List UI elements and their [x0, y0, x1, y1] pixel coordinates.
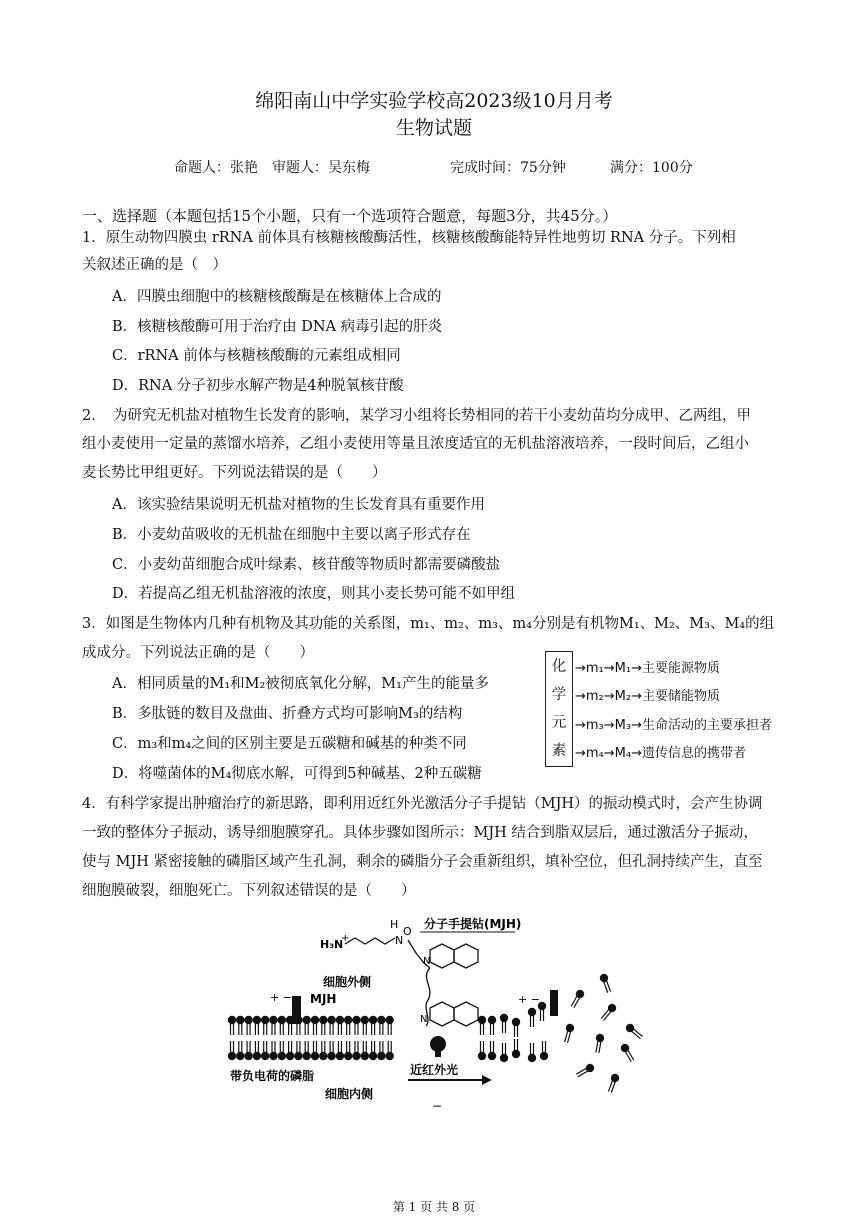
phospholipid — [286, 1016, 294, 1035]
fig-mjh-bar-2 — [550, 990, 558, 1016]
phospholipid — [540, 1041, 548, 1060]
box-char-1: 化 — [551, 659, 567, 675]
phospholipid — [528, 1043, 536, 1062]
box-char-4: 素 — [551, 743, 567, 759]
q4-stem-line2: 一致的整体分子振动，诱导细胞膜穿孔。具体步骤如图所示：MJH 结合到脂双层后，通过激活分子振动， — [82, 825, 758, 841]
phospholipid — [228, 1041, 236, 1060]
q2-stem-line2: 组小麦使用一定量的蒸馏水培养，乙组小麦使用等量且浓度适宜的无机盐溶液培养，一段时间后，乙组小 — [82, 436, 749, 452]
fig-h-label: H — [390, 918, 399, 931]
fig-bulb — [430, 1036, 446, 1052]
phospholipid — [236, 1041, 244, 1060]
phospholipid — [244, 1016, 252, 1035]
phospholipid — [606, 1073, 620, 1094]
q3-stem-line2: 成成分。下列说法正确的是（ ） — [82, 645, 314, 661]
box-char-3: 元 — [551, 715, 567, 731]
phospholipid — [303, 1041, 311, 1060]
q3-stem-line1: 3．如图是生物体内几种有机物及其功能的关系图，m₁、m₂、m₃、m₄分别是有机物M₁、M₂、M₃、M₄的组 — [82, 616, 775, 632]
phospholipid — [386, 1041, 394, 1060]
phospholipid — [303, 1016, 311, 1035]
phospholipid — [261, 1041, 269, 1060]
fig-n-label: N — [395, 934, 404, 947]
phospholipid — [336, 1041, 344, 1060]
phospholipid — [311, 1041, 319, 1060]
fig-pm-label: + − — [270, 991, 292, 1004]
phospholipid — [488, 1041, 496, 1060]
phospholipid — [311, 1016, 319, 1035]
q3-elements-box — [545, 651, 573, 767]
q1-stem-line2: 关叙述正确的是（ ） — [82, 257, 227, 273]
phospholipid — [599, 1002, 618, 1022]
q2-option-a: A．该实验结果说明无机盐对植物的生长发育具有重要作用 — [112, 497, 485, 513]
phospholipid — [361, 1016, 369, 1035]
q4-membrane-figure — [220, 908, 650, 1118]
q1-stem-line1: 1．原生动物四膜虫 rRNA 前体具有核糖核酸酶活性，核糖核酸酶能特异性地剪切 RNA 分子。下列相 — [82, 230, 736, 246]
q3-option-c: C．m₃和m₄之间的区别主要是五碳糖和碱基的种类不同 — [112, 736, 467, 752]
phospholipid — [512, 1039, 520, 1058]
phospholipid — [593, 1033, 605, 1053]
fig-plus-label: + — [341, 933, 350, 944]
fig-pm2-label: + − — [518, 993, 540, 1006]
phospholipid — [278, 1016, 286, 1035]
q3-chain-1: →m₁→M₁→主要能源物质 — [575, 661, 720, 676]
q1-option-d: D．RNA 分子初步水解产物是4种脱氧核苷酸 — [112, 378, 404, 394]
phospholipid — [319, 1041, 327, 1060]
phospholipid — [269, 1016, 277, 1035]
q1-option-c: C．rRNA 前体与核糖核酸酶的元素组成相同 — [112, 348, 401, 364]
phospholipid — [294, 1016, 302, 1035]
phospholipid — [500, 1014, 508, 1033]
exam-subject: 生物试题 — [395, 117, 472, 139]
box-char-2: 学 — [551, 687, 567, 703]
phospholipid — [294, 1041, 302, 1060]
phospholipid — [278, 1041, 286, 1060]
q3-option-a: A．相同质量的M₁和M₂被彻底氧化分解，M₁产生的能量多 — [112, 676, 489, 692]
phospholipid — [478, 1041, 486, 1060]
fig-alkyl-chain — [345, 938, 395, 944]
q3-chain-4: →m₄→M₄→遗传信息的携带者 — [575, 746, 746, 761]
phospholipid — [344, 1041, 352, 1060]
phospholipid — [478, 1016, 486, 1035]
phospholipid — [352, 1041, 360, 1060]
fig-minus-label: − — [432, 1099, 443, 1113]
exam-score: 满分：100分 — [610, 160, 693, 176]
phospholipid — [386, 1016, 394, 1035]
phospholipid — [344, 1016, 352, 1035]
q2-option-d: D．若提高乙组无机盐溶液的浓度，则其小麦长势可能不如甲组 — [112, 586, 516, 602]
phospholipid — [528, 1008, 536, 1027]
phospholipid — [253, 1016, 261, 1035]
q2-stem-line3: 麦长势比甲组更好。下列说法错误的是（ ） — [82, 465, 387, 481]
q2-option-b: B．小麦幼苗吸收的无机盐在细胞中主要以离子形式存在 — [112, 527, 471, 543]
phospholipid — [361, 1041, 369, 1060]
fig-n2-label: N — [423, 956, 431, 967]
phospholipid — [569, 988, 586, 1009]
phospholipid — [369, 1016, 377, 1035]
phospholipid — [286, 1041, 294, 1060]
phospholipid — [261, 1016, 269, 1035]
phospholipid — [244, 1041, 252, 1060]
fig-left-bilayer — [228, 1016, 394, 1060]
q4-stem-line3: 使与 MJH 紧密接触的磷脂区域产生孔洞，剩余的磷脂分子会重新组织，填补空位，但孔洞持续产生，直至 — [82, 854, 763, 870]
fig-n3-label: N — [420, 1014, 428, 1025]
fig-mjh-label: MJH — [310, 992, 337, 1006]
q4-stem-line1: 4．有科学家提出肿瘤治疗的新思路，即利用近红外光激活分子手提钻（MJH）的振动模式时，会产生协调 — [82, 796, 763, 812]
q3-chain-3: →m₃→M₃→生命活动的主要承担者 — [575, 718, 772, 733]
fig-phospho-label: 带负电荷的磷脂 — [230, 1069, 315, 1083]
phospholipid — [512, 1018, 520, 1037]
fig-outside-label: 细胞外侧 — [323, 975, 372, 989]
phospholipid — [369, 1041, 377, 1060]
section-heading: 一、选择题（本题包括15个小题，只有一个选项符合题意，每题3分，共45分。） — [82, 207, 618, 225]
phospholipid — [377, 1041, 385, 1060]
phospholipid — [228, 1016, 236, 1035]
phospholipid — [377, 1016, 385, 1035]
phospholipid — [599, 973, 613, 994]
phospholipid — [488, 1016, 496, 1035]
phospholipid — [500, 1043, 508, 1062]
phospholipid — [327, 1041, 335, 1060]
fig-o-label: O — [403, 925, 412, 938]
phospholipid — [336, 1016, 344, 1035]
q4-stem-line4: 细胞膜破裂，细胞死亡。下列叙述错误的是（ ） — [82, 883, 416, 899]
fig-h3n-label: H₃N — [320, 938, 344, 951]
phospholipid — [319, 1016, 327, 1035]
q1-option-b: B．核糖核酸酶可用于治疗由 DNA 病毒引起的肝炎 — [112, 319, 443, 335]
fig-right-bilayer — [478, 973, 644, 1094]
exam-time: 完成时间：75分钟 — [450, 160, 566, 176]
phospholipid — [253, 1041, 261, 1060]
phospholipid — [327, 1016, 335, 1035]
fig-inside-label: 细胞内侧 — [325, 1087, 374, 1101]
phospholipid — [619, 1042, 636, 1063]
phospholipid — [575, 1062, 596, 1079]
q3-option-b: B．多肽链的数目及盘曲、折叠方式均可影响M₃的结构 — [112, 706, 463, 722]
exam-title: 绵阳南山中学实验学校高2023级10月月考 — [255, 90, 613, 112]
phospholipid — [269, 1041, 277, 1060]
phospholipid — [352, 1016, 360, 1035]
phospholipid — [624, 1022, 644, 1041]
page-footer: 第 1 页 共 8 页 — [392, 1200, 476, 1214]
q1-option-a: A．四膜虫细胞中的核糖核酸酶是在核糖体上合成的 — [112, 289, 442, 305]
exam-authors: 命题人：张艳 审题人：吴东梅 — [174, 160, 370, 176]
q2-option-c: C．小麦幼苗细胞合成叶绿素、核苷酸等物质时都需要磷酸盐 — [112, 557, 501, 573]
q2-stem-line1: 2． 为研究无机盐对植物生长发育的影响，某学习小组将长势相同的若干小麦幼苗均分成甲、乙两组，甲 — [82, 408, 751, 424]
q3-chain-2: →m₂→M₂→主要储能物质 — [575, 689, 720, 704]
q3-option-d: D．将噬菌体的M₄彻底水解，可得到5种碱基、2种五碳糖 — [112, 766, 482, 782]
fig-light-label: 近红外光 — [410, 1063, 459, 1077]
phospholipid — [236, 1016, 244, 1035]
fig-mjh-full-label: 分子手提钻(MJH) — [424, 917, 522, 931]
phospholipid — [562, 1023, 575, 1044]
